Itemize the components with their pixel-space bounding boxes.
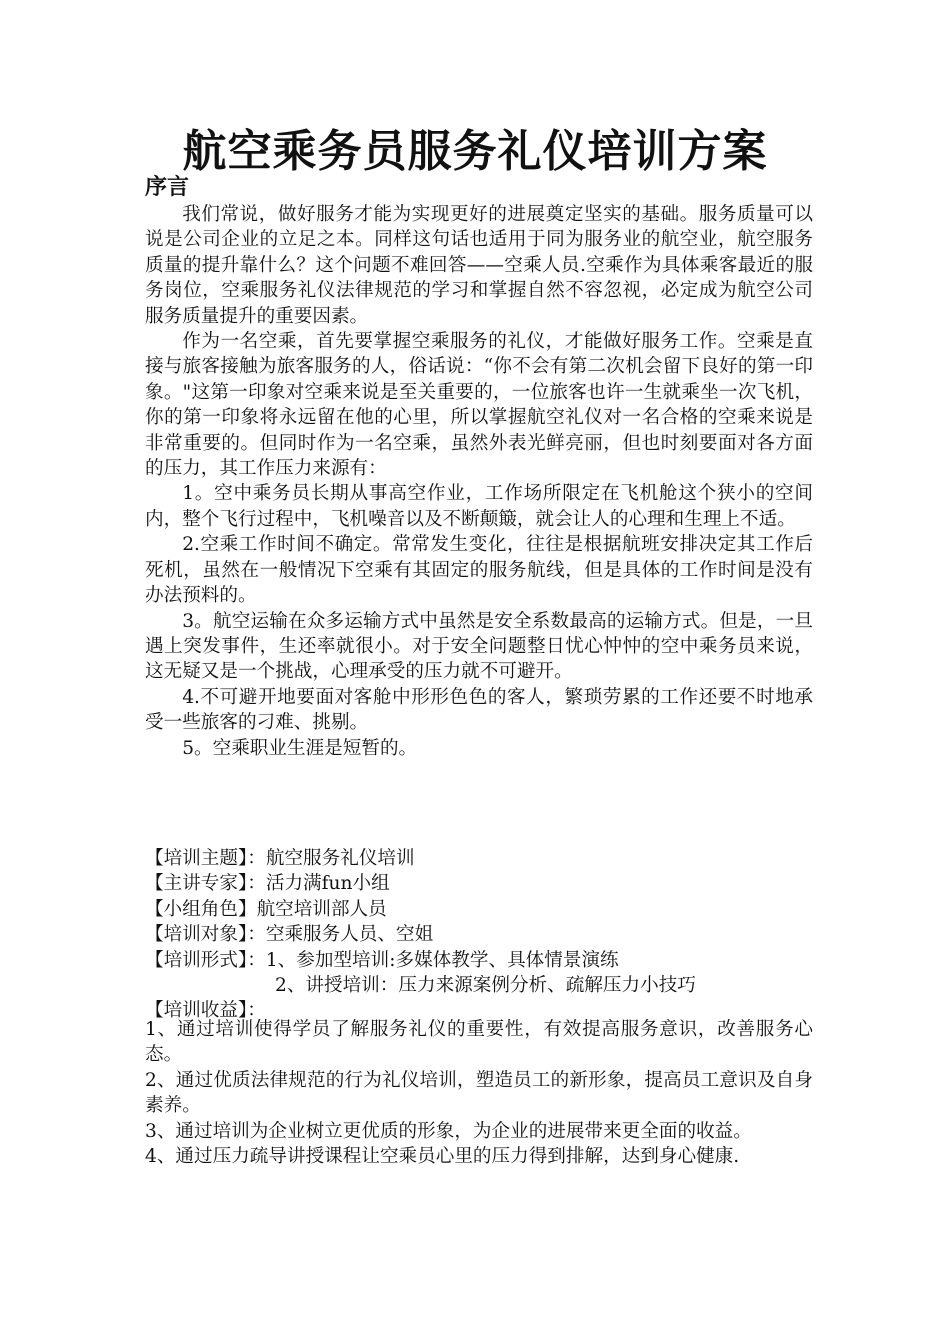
benefit-item-4: 4、通过压力疏导讲授课程让空乘员心里的压力得到排解，达到身心健康.: [145, 1146, 740, 1168]
benefit-item-2: 2、通过优质法律规范的行为礼仪培训，塑造员工的新形象，提高员工意识及自身素养。: [145, 1069, 813, 1117]
training-expert: 【主讲专家】：活力满fun小组: [145, 873, 390, 895]
pressure-item-1: 1。空中乘务员长期从事高空作业，工作场所限定在飞机舱这个狭小的空间内，整个飞行过程中，飞机噪音以及不断颠簸，就会让人的心理和生理上不适。: [145, 483, 813, 530]
training-theme: 【培训主题】：航空服务礼仪培训: [145, 848, 415, 869]
pressure-item-3: 3。航空运输在众多运输方式中虽然是安全系数最高的运输方式。但是，一旦遇上突发事件，生还率就很小。对于安全问题整日忧心忡忡的空中乘务员来说，这无疑又是一个挑战，心理承受的压力就不可避开。: [145, 610, 813, 683]
training-format-1: 【培训形式】：1、参加型培训:多媒体教学、具体情景演练: [145, 949, 619, 971]
preface-body: [145, 202, 813, 761]
preface-heading: 序言: [145, 174, 190, 200]
pressure-item-5: 5。空乘职业生涯是短暂的。: [182, 737, 418, 759]
benefit-item-3: 3、通过培训为企业树立更优质的形象，为企业的进展带来更全面的收益。: [145, 1120, 752, 1142]
training-audience: 【培训对象】：空乘服务人员、空姐: [145, 924, 434, 946]
benefit-item-1: 1、通过培训使得学员了解服务礼仪的重要性，有效提高服务意识，改善服务心态。: [145, 1019, 813, 1066]
training-benefits-heading: 【培训收益】：: [145, 1000, 266, 1022]
training-role: 【小组角色】航空培训部人员: [145, 898, 387, 920]
pressure-item-4: 4.不可避开地要面对客舱中形形色色的客人，繁琐劳累的工作还要不时地承受一些旅客的刁难、挑剔。: [145, 686, 813, 734]
training-benefits-list: [145, 1017, 813, 1169]
training-format-2: 2、讲授培训：压力来源案例分析、疏解压力小技巧: [275, 975, 696, 997]
paragraph-intro: 我们常说，做好服务才能为实现更好的进展奠定坚实的基础。服务质量可以说是公司企业的立足之本。同样这句话也适用于同为服务业的航空业，航空服务质量的提升靠什么？这个问题不难回答——空乘人员.空乘作为具体乘客最近的服务岗位，空乘服务礼仪法律规范的学习和掌握自然不容忽视，必定成为航空公司服务质量提升的重要因素。: [145, 204, 813, 327]
document-title: 航空乘务员服务礼仪培训方案: [182, 126, 768, 177]
training-info: [145, 846, 813, 1024]
paragraph-role: 作为一名空乘，首先要掌握空乘服务的礼仪，才能做好服务工作。空乘是直接与旅客接触为旅客服务的人，俗话说：“你不会有第二次机会留下良好的第一印象。"这第一印象对空乘来说是至关重要的，一位旅客也许一生就乘坐一次飞机，你的第一印象将永远留在他的心里，所以掌握航空礼仪对一名合格的空乘来说是非常重要的。但同时作为一名空乘，虽然外表光鲜亮丽，但也时刻要面对各方面的压力，其工作压力来源有：: [145, 331, 813, 480]
pressure-item-2: 2.空乘工作时间不确定。常常发生变化，往往是根据航班安排决定其工作后死机，虽然在一般情况下空乘有其固定的服务航线，但是具体的工作时间是没有办法预料的。: [145, 534, 813, 607]
